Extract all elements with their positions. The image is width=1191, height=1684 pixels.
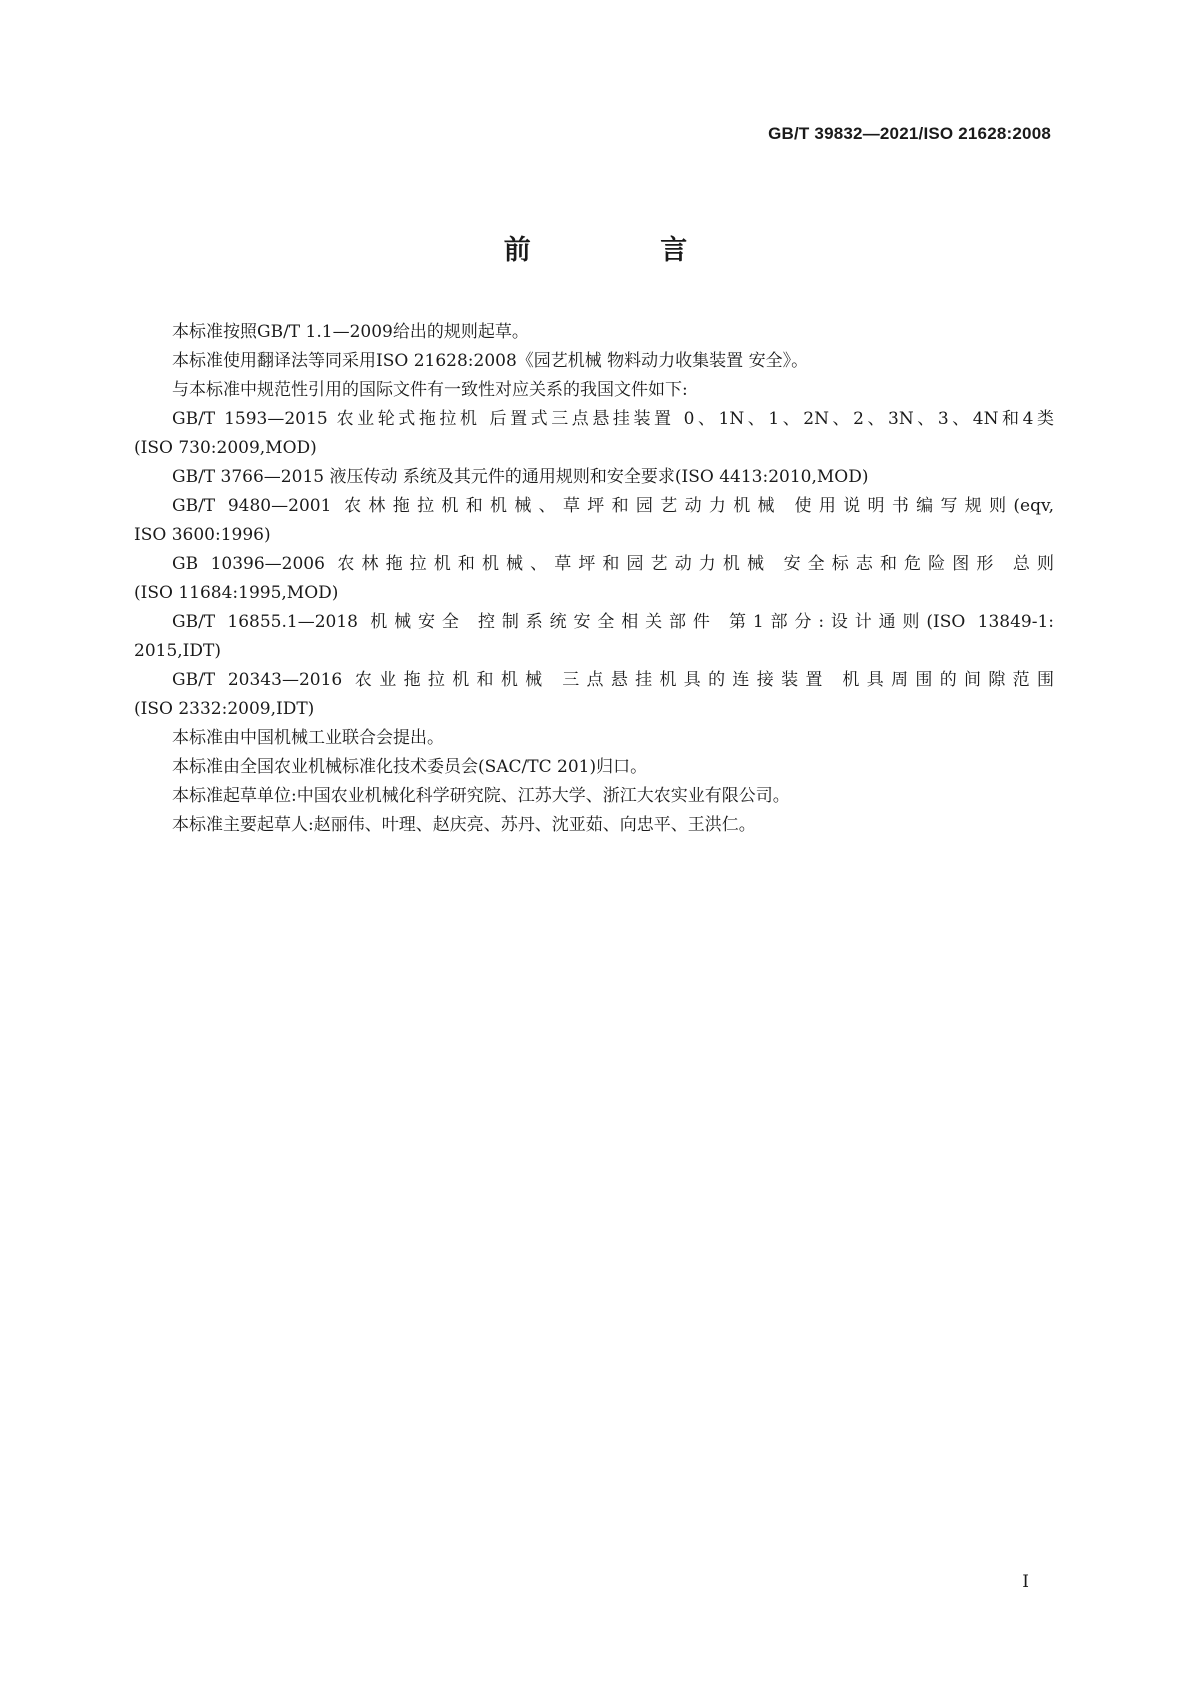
reference-item	[134, 492, 1054, 550]
reference-item	[134, 405, 1054, 463]
reference-continuation: (ISO 2332:2009,IDT)	[134, 699, 315, 719]
reference-item	[134, 550, 1054, 608]
reference-line: GB/T 1593—2015 农业轮式拖拉机 后置式三点悬挂装置 0、1N、1、2N、2、3N、3、4N和4类	[172, 409, 1054, 429]
reference-item	[134, 608, 1054, 666]
paragraph-proposer: 本标准由中国机械工业联合会提出。	[172, 728, 444, 748]
reference-line: GB/T 16855.1—2018 机械安全 控制系统安全相关部件 第1部分:设计通则(ISO 13849-1:	[172, 612, 1054, 632]
paragraph-drafters: 本标准主要起草人:赵丽伟、叶理、赵庆亮、苏丹、沈亚茹、向忠平、王洪仁。	[172, 815, 756, 835]
page-number: I	[1022, 1572, 1029, 1592]
paragraph-drafting-rules: 本标准按照GB/T 1.1—2009给出的规则起草。	[172, 322, 529, 342]
reference-continuation: (ISO 730:2009,MOD)	[134, 438, 317, 458]
reference-continuation: ISO 3600:1996)	[134, 525, 271, 545]
reference-item	[134, 666, 1054, 724]
foreword-body	[134, 318, 1054, 840]
reference-line: GB/T 3766—2015 液压传动 系统及其元件的通用规则和安全要求(ISO 4413:2010,MOD)	[172, 467, 869, 487]
standard-code-header: GB/T 39832—2021/ISO 21628:2008	[768, 124, 1051, 143]
reference-continuation: 2015,IDT)	[134, 641, 221, 661]
reference-line: GB/T 20343—2016 农业拖拉机和机械 三点悬挂机具的连接装置 机具周围的间隙范围	[172, 670, 1054, 690]
reference-line: GB/T 9480—2001 农林拖拉机和机械、草坪和园艺动力机械 使用说明书编写规则(eqv,	[172, 496, 1054, 516]
paragraph-correspondence-intro: 与本标准中规范性引用的国际文件有一致性对应关系的我国文件如下:	[172, 380, 688, 400]
paragraph-drafting-units: 本标准起草单位:中国农业机械化科学研究院、江苏大学、浙江大农实业有限公司。	[172, 786, 790, 806]
page-title: 前 言	[503, 235, 748, 266]
reference-item	[134, 463, 1054, 492]
paragraph-adoption: 本标准使用翻译法等同采用ISO 21628:2008《园艺机械 物料动力收集装置 安全》。	[172, 351, 809, 371]
reference-continuation: (ISO 11684:1995,MOD)	[134, 583, 339, 603]
paragraph-centralized-management: 本标准由全国农业机械标准化技术委员会(SAC/TC 201)归口。	[172, 757, 648, 777]
reference-line: GB 10396—2006 农林拖拉机和机械、草坪和园艺动力机械 安全标志和危险图形 总则	[172, 554, 1054, 574]
